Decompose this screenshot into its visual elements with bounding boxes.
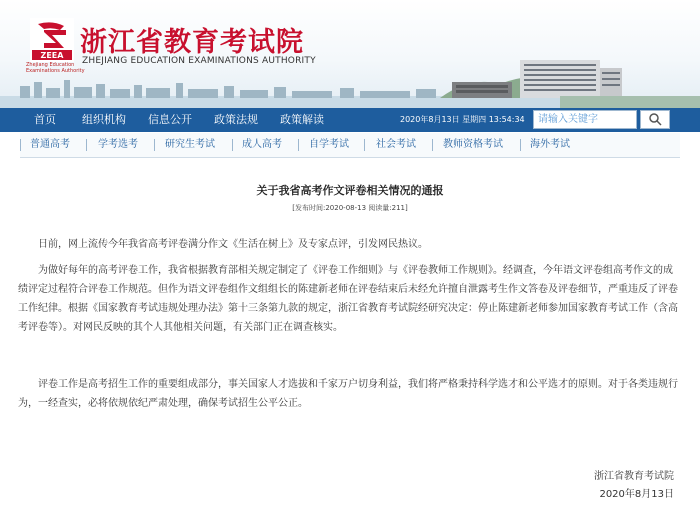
article-title: 关于我省高考作文评卷相关情况的通报 bbox=[256, 184, 444, 197]
logo-text: ZEEA bbox=[40, 51, 64, 60]
nav-item-policies[interactable]: 政策法规 bbox=[214, 113, 258, 126]
subnav-separator bbox=[520, 139, 521, 151]
subnav-item-social-exam[interactable]: 社会考试 bbox=[376, 139, 416, 150]
subnav-item-overseas[interactable]: 海外考试 bbox=[530, 139, 570, 150]
nav-item-policy-interpretation[interactable]: 政策解读 bbox=[280, 113, 324, 126]
nav-item-info-disclosure[interactable]: 信息公开 bbox=[148, 113, 192, 126]
nav-item-home[interactable]: 首页 bbox=[34, 113, 56, 126]
nav-item-organization[interactable]: 组织机构 bbox=[82, 113, 126, 126]
subnav-separator bbox=[298, 139, 299, 151]
search-input[interactable] bbox=[533, 110, 637, 129]
sub-nav bbox=[20, 133, 680, 158]
site-header bbox=[0, 0, 700, 108]
subnav-separator bbox=[432, 139, 433, 151]
subnav-item-xuekao[interactable]: 学考选考 bbox=[98, 139, 138, 150]
campus-skyline-graphic bbox=[0, 58, 700, 108]
site-subtitle: ZHEJIANG EDUCATION EXAMINATIONS AUTHORITY bbox=[82, 56, 316, 66]
current-datetime: 2020年8月13日 星期四 13:54:34 bbox=[400, 115, 525, 124]
subnav-separator bbox=[20, 139, 21, 151]
site-title: 浙江省教育考试院 bbox=[80, 27, 304, 58]
article-sign-date: 2020年8月13日 bbox=[599, 489, 674, 500]
subnav-separator bbox=[86, 139, 87, 151]
search-icon bbox=[648, 112, 662, 126]
subnav-item-self-study[interactable]: 自学考试 bbox=[309, 139, 349, 150]
subnav-separator bbox=[154, 139, 155, 151]
article-meta: [发布时间:2020-08-13 阅读量:211] bbox=[292, 204, 408, 212]
zeea-logo-icon[interactable] bbox=[30, 18, 74, 62]
search-button[interactable] bbox=[640, 110, 670, 129]
subnav-separator bbox=[364, 139, 365, 151]
article-paragraph: 日前，网上流传今年我省高考评卷满分作文《生活在树上》及专家点评，引发网民热议。 bbox=[38, 239, 428, 250]
article-paragraph: 为做好每年的高考评卷工作，我省根据教育部相关规定制定了《评卷工作细则》与《评卷教师工作规则》。经调查，今年语文评卷组高考作文的成绩评定过程符合评卷工作规范。但作为语文评卷组作文组组长的陈建新老师在评卷结束后未经允许擅自泄露考生作文答卷及评卷细节，严重违反了评卷工作纪律。根据《国家教育考试违规处理办法》第十三条第九款的规定，浙江省教育考试院经研究决定：停止陈建新老师参加国家教育考试工作（含高考评卷等）。对网民反映的其个人其他相关问题，有关部门正在调查核实。 bbox=[18, 265, 678, 333]
logo-subtext: Zhejiang Education Examinations Authority bbox=[26, 62, 85, 74]
subnav-item-postgraduate[interactable]: 研究生考试 bbox=[165, 139, 215, 150]
article-signature: 浙江省教育考试院 bbox=[594, 471, 674, 482]
subnav-item-teacher-cert[interactable]: 教师资格考试 bbox=[443, 139, 503, 150]
subnav-item-gaokao[interactable]: 普通高考 bbox=[30, 139, 70, 150]
subnav-item-adult-exam[interactable]: 成人高考 bbox=[242, 139, 282, 150]
subnav-separator bbox=[232, 139, 233, 151]
article-paragraph: 评卷工作是高考招生工作的重要组成部分，事关国家人才选拔和千家万户切身利益，我们将严格秉持科学选才和公平选才的原则。对于各类违规行为，一经查实，必将依规依纪严肃处理，确保考试招生公平公正。 bbox=[18, 379, 678, 409]
